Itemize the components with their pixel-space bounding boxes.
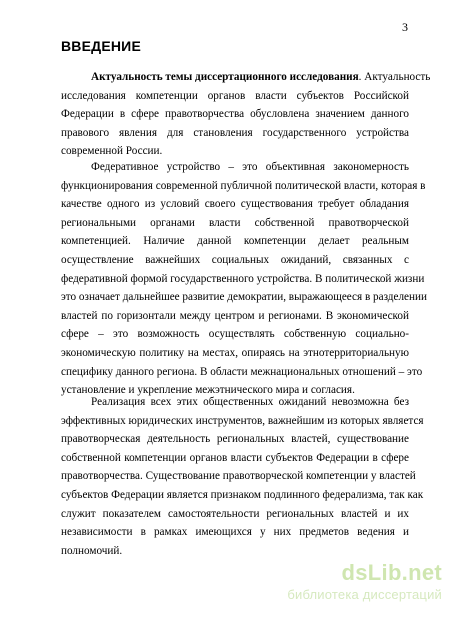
paragraph-line: современной России. <box>61 145 163 158</box>
paragraph-relevance <box>61 68 431 161</box>
paragraph-line: осуществление важнейших социальных ожиданий, связанных с <box>61 253 409 266</box>
paragraph-line: сфере – это возможность осуществлять собственную социально- <box>61 328 409 341</box>
paragraph-line: экономическую политику на местах, опираясь на этнотерриториальную <box>61 346 409 359</box>
paragraph-line: правотворчества. Существование правотворческой компетенции у властей <box>61 470 416 483</box>
watermark-logo: dsLib.net <box>341 560 442 585</box>
paragraph-line: собственной компетенции органов власти субъектов Федерации в сфере <box>61 451 409 464</box>
paragraph-line: качестве одного из условий своего существования требует обладания <box>61 198 409 211</box>
paragraph-line: это означает дальнейшее развитие демократии, выражающееся в разделении <box>61 291 427 304</box>
paragraph-line: федеративной формой государственного устройства. В политической жизни <box>61 272 425 285</box>
relevance-lead-rest: . Актуальность <box>358 71 431 83</box>
page-heading: ВВЕДЕНИЕ <box>61 38 141 54</box>
paragraph-line: служит показателем самостоятельности региональных властей и их <box>61 507 409 520</box>
paragraph-implementation <box>61 393 424 560</box>
relevance-lead: Актуальность темы диссертационного исследования <box>91 71 359 83</box>
paragraph-line <box>61 68 431 87</box>
paragraph-line: установление и укрепление межэтнического мира и согласия. <box>61 384 355 397</box>
paragraph-line: правотворческая деятельность региональных властей, существование <box>61 433 409 446</box>
paragraph-line: Федеративное устройство – это объективная закономерность <box>91 161 409 173</box>
watermark-subtitle: библиотека диссертаций <box>287 587 442 602</box>
paragraph-line: властей по горизонтали между центром и регионами. В экономической <box>61 309 409 322</box>
paragraph-line: эффективных юридических инструментов, важнейшим из которых является <box>61 414 424 427</box>
watermark <box>270 560 442 602</box>
paragraph-line: полномочий. <box>61 544 123 557</box>
paragraph-federal-structure <box>61 158 427 400</box>
paragraph-line: исследования компетенции органов власти субъектов Российской <box>61 89 409 102</box>
paragraph-line: субъектов Федерации является признаком подлинного федерализма, так как <box>61 488 424 501</box>
paragraph-line: специфику данного региона. В области межнациональных отношений – это <box>61 365 423 378</box>
paragraph-line: правового явления для становления государственного устройства <box>61 126 409 139</box>
paragraph-line: Реализация всех этих общественных ожиданий невозможна без <box>91 396 409 408</box>
paragraph-line: Федерации в сфере правотворчества обусловлена значением данного <box>61 108 409 121</box>
page-number: 3 <box>402 20 408 34</box>
paragraph-line: независимости в рамках имеющихся у них предметов ведения и <box>61 526 409 539</box>
paragraph-line: компетенцией. Наличие данной компетенции делает реальным <box>61 235 409 248</box>
paragraph-line: функционирования современной публичной политической власти, которая в <box>61 179 426 192</box>
paragraph-line: региональными органами власти собственной правотворческой <box>61 216 409 229</box>
